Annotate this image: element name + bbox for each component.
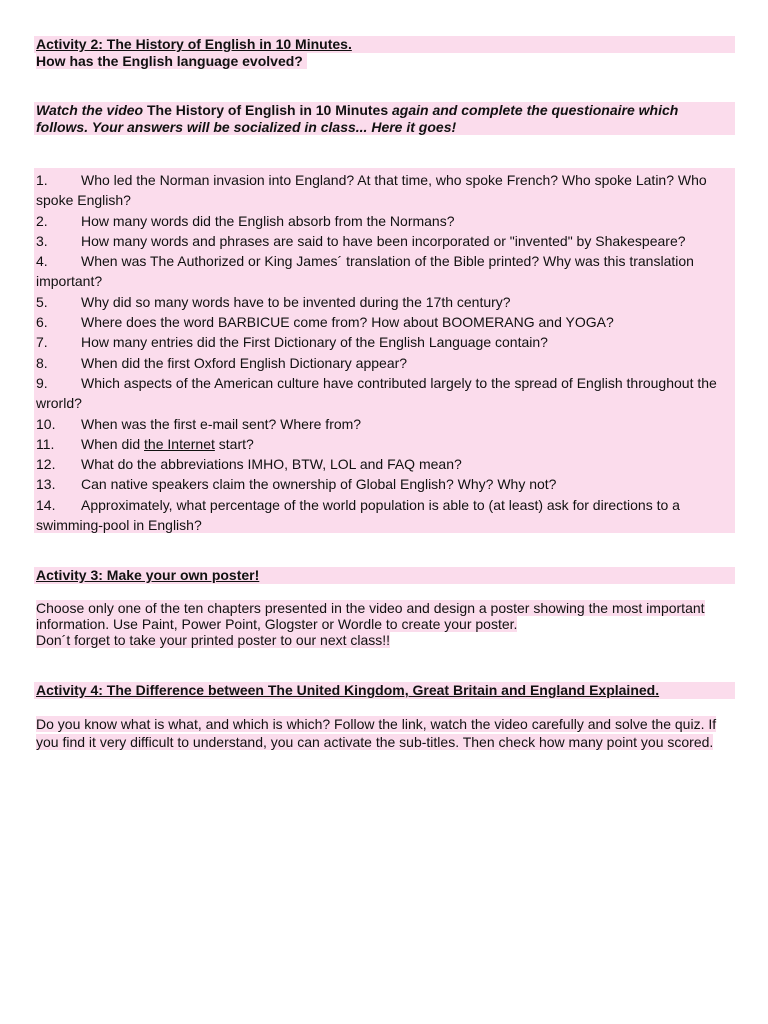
question-number: 11.: [36, 435, 55, 452]
activity3-line: [36, 600, 735, 616]
activity4-title: Activity 4: The Difference between The United Kingdom, Great Britain and England Explained.: [34, 682, 735, 699]
question-text: How many words and phrases are said to have been incorporated or "invented" by Shakespeare?: [81, 232, 686, 249]
question-number: 4.: [36, 253, 48, 270]
question-text: Which aspects of the American culture have contributed largely to the spread of English throughout the: [81, 374, 717, 391]
question-item: [36, 353, 735, 373]
instructions-italic-end: again and complete the questionaire which: [388, 102, 679, 118]
question-number: 6.: [36, 314, 48, 331]
question-text-cont: wrorld?: [36, 395, 82, 412]
question-text: When was the first e-mail sent? Where from?: [81, 415, 362, 432]
question-number: 13.: [36, 476, 56, 493]
instructions-line-2: follows. Your answers will be socialized in class... Here it goes!: [36, 119, 457, 135]
instructions-italic-start: Watch the video: [36, 102, 147, 118]
question-text-before: When did: [81, 435, 145, 452]
question-text-after: start?: [214, 435, 254, 452]
activity3-line-text: information. Use Paint, Power Point, Glogster or Wordle to create your poster.: [36, 616, 518, 632]
question-item: [36, 474, 735, 494]
question-number: 12.: [36, 456, 56, 473]
question-item: [36, 211, 735, 231]
question-text: How many words did the English absorb from the Normans?: [81, 212, 455, 229]
activity4-line-text: you find it very difficult to understand, you can activate the sub-titles. Then check how many point you scored.: [36, 734, 714, 750]
activity3-body: [34, 600, 735, 648]
question-item: [36, 454, 735, 474]
question-text: What do the abbreviations IMHO, BTW, LOL and FAQ mean?: [81, 456, 462, 473]
question-item: [36, 231, 735, 251]
activity3-line-text: Choose only one of the ten chapters presented in the video and design a poster showing the most important: [36, 600, 705, 616]
activity3-line: [36, 632, 735, 648]
question-item: [36, 495, 735, 536]
question-text: Approximately, what percentage of the world population is able to (at least) ask for directions to a: [81, 496, 680, 513]
activity4-line-text: Do you know what is what, and which is which? Follow the link, watch the video carefully and solve the quiz. If: [36, 716, 717, 732]
activity3-line: [36, 616, 735, 632]
instructions: [34, 102, 735, 135]
instructions-line-1: [36, 102, 735, 119]
question-text: How many entries did the First Dictionary of the English Language contain?: [81, 334, 548, 351]
question-text: Why did so many words have to be invented during the 17th century?: [81, 293, 511, 310]
internet-link[interactable]: the Internet: [144, 435, 215, 452]
question-item: [36, 292, 735, 312]
question-text-cont: spoke English?: [36, 192, 131, 209]
question-number: 2.: [36, 212, 48, 229]
question-number: 7.: [36, 334, 48, 351]
question-item: [36, 414, 735, 434]
question-item: [36, 251, 735, 292]
question-number: 10.: [36, 415, 56, 432]
question-number: 14.: [36, 496, 56, 513]
question-text-cont: swimming-pool in English?: [36, 517, 202, 534]
question-item: [36, 373, 735, 414]
question-text: Who led the Norman invasion into England? At that time, who spoke French? Who spoke Latin? Who: [81, 172, 707, 188]
question-number: 5.: [36, 293, 48, 310]
activity2-title: Activity 2: The History of English in 10 Minutes.: [34, 36, 735, 53]
question-text: Can native speakers claim the ownership of Global English? Why? Why not?: [81, 476, 557, 493]
question-item: [36, 312, 735, 332]
question-text: When did the first Oxford English Dictionary appear?: [81, 354, 408, 371]
question-text: When was The Authorized or King James´ translation of the Bible printed? Why was this translation: [81, 253, 694, 270]
activity2-subtitle: [34, 53, 735, 70]
question-item: [36, 332, 735, 352]
activity4-body: [34, 715, 735, 751]
activity3-title: Activity 3: Make your own poster!: [34, 567, 735, 584]
question-number: 1.: [36, 172, 48, 188]
activity4-line: [36, 715, 735, 733]
question-text: Where does the word BARBICUE come from? How about BOOMERANG and YOGA?: [81, 314, 614, 331]
video-title: The History of English in 10 Minutes: [146, 102, 389, 118]
question-number: 9.: [36, 374, 48, 391]
questions-list: [34, 168, 735, 533]
question-number: 8.: [36, 354, 48, 371]
activity4-line: [36, 733, 735, 751]
activity3-line-text: Don´t forget to take your printed poster to our next class!!: [36, 632, 391, 648]
question-item: [36, 170, 735, 211]
question-number: 3.: [36, 232, 48, 249]
question-text-cont: important?: [36, 273, 103, 290]
activity2-subtitle-text: How has the English language evolved?: [36, 53, 307, 69]
question-item: [36, 434, 735, 454]
